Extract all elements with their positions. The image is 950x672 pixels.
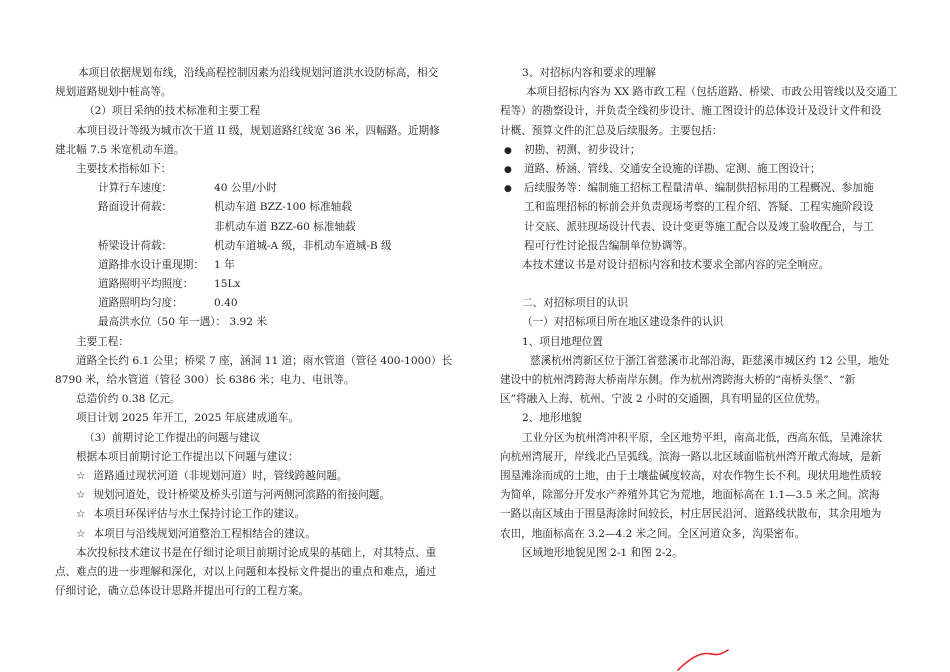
tech-row — [76, 218, 472, 237]
suggestion-text: 本项目与沿线规划河道整治工程相结合的建议。 — [93, 527, 316, 540]
suggestion-item — [76, 525, 472, 544]
para-line: 一路以南区域由于围垦海涂时间较长，村庄居民沿河、道路线状散布，其余用地为 — [500, 508, 882, 521]
tech-key: 桥梁设计荷载： — [98, 239, 173, 252]
para-line: 向杭州湾展开，岸线北凸呈弧线。滨海一路以北区域面临杭州湾开敞式海域，是新 — [500, 450, 882, 463]
tech-title: 主要技术指标如下： — [76, 162, 172, 175]
bullet-icon: ● — [504, 145, 512, 156]
item-heading: 1、项目地理位置 — [522, 335, 603, 348]
tech-row — [76, 256, 472, 275]
spacer — [522, 275, 920, 294]
tech-row — [76, 294, 472, 313]
star-icon: ☆ — [76, 527, 86, 540]
tech-row — [76, 198, 472, 217]
para-line: 建北幅 7.5 米宽机动车道。 — [55, 143, 185, 156]
para-line: 农田，地面标高在 3.2—4.2 米之间。全区河道众多，沟渠密布。 — [500, 527, 806, 540]
para-line: 本项目招标内容为 XX 路市政工程（包括道路、桥梁、市政公用管线以及交通工 — [526, 86, 898, 99]
tech-key: 路面设计荷载： — [98, 201, 173, 214]
suggestion-text: 规划河道处，设计桥梁及桥头引道与河两侧河滨路的衔接问题。 — [93, 489, 390, 502]
para-line: 为简单，除部分开发水产养殖外其它为荒地，地面标高在 1.1—3.5 米之间。滨海 — [500, 489, 880, 502]
para-line: 工业分区为杭州湾冲积平原，全区地势平坦，南高北低，西高东低，呈滩涂状 — [522, 431, 883, 444]
star-icon: ☆ — [76, 508, 86, 521]
suggestion-item — [76, 467, 472, 486]
bullet-item — [502, 141, 920, 160]
flood-level: 最高洪水位（50 年一遇）： 3.92 米 — [98, 316, 267, 329]
section-heading: 3、对招标内容和要求的理解 — [522, 67, 656, 79]
para-line: 围垦滩涂而成的土地，由于土壤盐碱度较高，对农作物生长不利。现状用地性质较 — [500, 469, 882, 482]
para-line: 本项目设计等级为城市次干道 II 级，规划道路红线宽 36 米，四幅路。近期修 — [76, 124, 440, 137]
tech-key: 道路排水设计重现期： — [98, 258, 204, 271]
suggestion-item — [76, 505, 472, 524]
bullet-icon: ● — [504, 164, 512, 175]
star-icon: ☆ — [76, 489, 86, 502]
tech-value: 非机动车道 BZZ-60 标准轴载 — [214, 220, 356, 233]
bullet-item — [502, 179, 920, 198]
bullet-item — [502, 160, 920, 179]
left-column — [55, 64, 472, 601]
para-line: 区”将融入上海、杭州、宁波 2 小时的交通圈，具有明显的区位优势。 — [500, 393, 827, 406]
tech-key: 计算行车速度： — [98, 182, 173, 195]
bullet-text: 后续服务等：编制施工招标工程量清单、编制供招标用的工程概况、参加施 — [524, 182, 874, 195]
item-heading: 2、地形地貌 — [522, 412, 582, 425]
bullet-text: 初勘、初测、初步设计； — [524, 143, 641, 156]
bullet-continuation: 工和监理招标的标前会并负责现场考察的工程介绍、答疑、工程实施阶段设 — [524, 201, 874, 214]
total-cost: 总造价约 0.38 亿元。 — [76, 393, 181, 406]
tech-value: 机动车道 BZZ-100 标准轴载 — [214, 201, 352, 214]
tech-key: 道路照明均匀度： — [98, 297, 183, 310]
bullet-icon: ● — [504, 184, 512, 195]
star-icon: ☆ — [76, 469, 86, 482]
main-works-title: 主要工程： — [76, 335, 129, 348]
bullet-continuation: 计交底、派驻现场设计代表、设计变更等施工配合以及竣工验收配合，与工 — [524, 220, 874, 233]
para-line: 慈溪杭州湾新区位于浙江省慈溪市北部沿海，距慈溪市城区约 12 公里，地处 — [530, 354, 890, 367]
para-line: 点、难点的进一步理解和深化，对以上问题和本投标文件提出的重点和难点，通过 — [55, 565, 437, 578]
right-column — [500, 64, 920, 563]
red-pen-mark — [676, 648, 736, 672]
para-line: 根据本项目前期讨论工作提出以下问题与建议： — [76, 450, 299, 463]
tech-row — [76, 237, 472, 256]
schedule: 项目计划 2025 年开工，2025 年底建成通车。 — [76, 412, 299, 425]
response-statement: 本技术建议书是对设计招标内容和技术要求全部内容的完全响应。 — [522, 258, 830, 271]
para-line: 8790 米，给水管道（管径 300）长 6386 米；电力、电讯等。 — [55, 374, 355, 386]
tech-key: 道路照明平均照度： — [98, 278, 194, 291]
para-line: 本次投标技术建议书是在仔细讨论项目前期讨论成果的基础上，对其特点、重 — [76, 546, 437, 559]
tech-value: 机动车道城-A 级，非机动车道城-B 级 — [214, 239, 392, 252]
subsection-heading: （一）对招标项目所在地区建设条件的认识 — [522, 316, 724, 329]
suggestion-text: 道路通过现状河道（非规划河道）时，管线跨越问题。 — [93, 469, 348, 482]
para-line: 规划道路规划中桩高等。 — [55, 86, 172, 99]
para-line: 道路全长约 6.1 公里；桥梁 7 座，涵洞 11 道；雨水管道（管径 400-1000）长 — [76, 354, 453, 367]
tech-row — [76, 275, 472, 294]
tech-value: 1 年 — [214, 258, 235, 271]
para-line: 建设中的杭州湾跨海大桥南岸东侧。作为杭州湾跨海大桥的“南桥头堡”、“新 — [500, 374, 856, 386]
suggestion-item — [76, 486, 472, 505]
bullet-text: 道路、桥涵、管线、交通安全设施的详勘、定测、施工图设计； — [524, 162, 821, 175]
chapter-heading: 二、对招标项目的认识 — [522, 297, 628, 310]
tech-row — [76, 179, 472, 198]
tech-value: 0.40 — [214, 297, 238, 310]
tech-value: 15Lx — [214, 278, 241, 291]
para-line: 计概、预算文件的汇总及后续服务。主要包括： — [500, 124, 723, 137]
para-line: 本项目依据规划布线，沿线高程控制因素为沿线规划河道洪水设防标高，相交 — [78, 67, 439, 79]
section-heading: （2）项目采纳的技术标准和主要工程 — [84, 105, 261, 118]
bullet-continuation: 程可行性讨论报告编制单位协调等。 — [524, 239, 694, 252]
para-line: 程等）的勘察设计，并负责全线初步设计、施工图设计的总体设计及设计文件和设 — [500, 105, 882, 118]
suggestion-text: 本项目环保评估与水土保持讨论工作的建议。 — [93, 508, 306, 521]
tech-key — [76, 218, 214, 237]
section-heading: （3）前期讨论工作提出的问题与建议 — [84, 431, 261, 444]
figure-reference: 区域地形地貌见图 2-1 和图 2-2。 — [522, 546, 683, 559]
para-line: 仔细讨论，确立总体设计思路并提出可行的工程方案。 — [55, 585, 310, 598]
tech-value: 40 公里/小时 — [214, 182, 277, 195]
